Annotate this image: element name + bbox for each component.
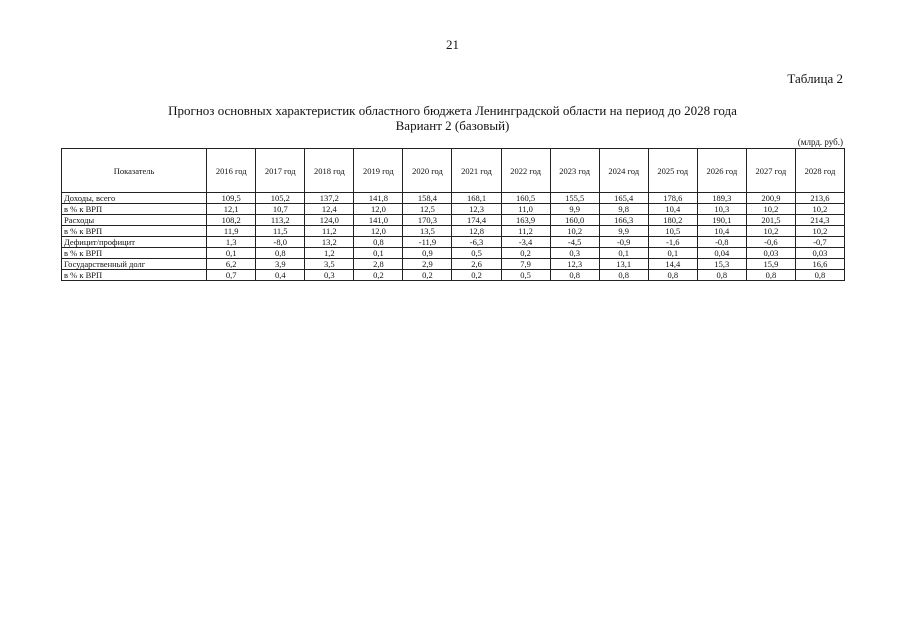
table-cell: -0,6 xyxy=(746,237,795,248)
table-cell: 10,2 xyxy=(746,204,795,215)
table-cell: -11,9 xyxy=(403,237,452,248)
table-row xyxy=(62,248,845,259)
header-year: 2024 год xyxy=(599,149,648,193)
table-label: Таблица 2 xyxy=(787,71,843,86)
table-cell: 9,8 xyxy=(599,204,648,215)
table-row xyxy=(62,226,845,237)
table-cell: 0,2 xyxy=(354,270,403,281)
table-cell: 2,6 xyxy=(452,259,501,270)
table-cell: 166,3 xyxy=(599,215,648,226)
table-cell: 1,2 xyxy=(305,248,354,259)
table-cell: 10,5 xyxy=(648,226,697,237)
table-cell: 11,2 xyxy=(305,226,354,237)
table-cell: 170,3 xyxy=(403,215,452,226)
table-header xyxy=(62,149,845,193)
table-cell: 189,3 xyxy=(697,193,746,204)
header-year: 2018 год xyxy=(305,149,354,193)
table-cell: 213,6 xyxy=(795,193,844,204)
table-row xyxy=(62,259,845,270)
header-year: 2025 год xyxy=(648,149,697,193)
table-cell: 10,2 xyxy=(795,226,844,237)
table-cell: 11,9 xyxy=(207,226,256,237)
table-cell: 0,8 xyxy=(746,270,795,281)
table-cell: 0,8 xyxy=(697,270,746,281)
table-cell: 0,04 xyxy=(697,248,746,259)
table-cell: 0,8 xyxy=(648,270,697,281)
table-cell: -4,5 xyxy=(550,237,599,248)
table-row xyxy=(62,237,845,248)
table-cell: 158,4 xyxy=(403,193,452,204)
table-cell: 10,3 xyxy=(697,204,746,215)
title-line-1: Прогноз основных характеристик областного бюджета Ленинградской области на период до 2028 года xyxy=(168,103,737,118)
table-cell: 13,2 xyxy=(305,237,354,248)
table-cell: 10,2 xyxy=(795,204,844,215)
table-cell: 0,4 xyxy=(256,270,305,281)
table-cell: 12,0 xyxy=(354,204,403,215)
table-cell: 15,9 xyxy=(746,259,795,270)
header-year: 2016 год xyxy=(207,149,256,193)
table-cell: 0,3 xyxy=(305,270,354,281)
table-cell: 108,2 xyxy=(207,215,256,226)
table-cell: 0,8 xyxy=(795,270,844,281)
units-note: (млрд. руб.) xyxy=(797,137,843,147)
row-label: в % к ВРП xyxy=(62,226,207,237)
row-label: в % к ВРП xyxy=(62,270,207,281)
table-cell: 3,9 xyxy=(256,259,305,270)
table-row xyxy=(62,193,845,204)
table-cell: 141,8 xyxy=(354,193,403,204)
table-cell: 178,6 xyxy=(648,193,697,204)
header-year: 2019 год xyxy=(354,149,403,193)
table-cell: 0,1 xyxy=(354,248,403,259)
table-cell: 7,9 xyxy=(501,259,550,270)
table-cell: 2,9 xyxy=(403,259,452,270)
table-row xyxy=(62,215,845,226)
table-cell: -8,0 xyxy=(256,237,305,248)
table-cell: 13,5 xyxy=(403,226,452,237)
table-cell: 168,1 xyxy=(452,193,501,204)
table-cell: 0,2 xyxy=(501,248,550,259)
table-cell: 190,1 xyxy=(697,215,746,226)
table-cell: 3,5 xyxy=(305,259,354,270)
header-year: 2026 год xyxy=(697,149,746,193)
row-label: в % к ВРП xyxy=(62,248,207,259)
table-cell: 0,7 xyxy=(207,270,256,281)
table-cell: 0,8 xyxy=(550,270,599,281)
table-cell: 6,2 xyxy=(207,259,256,270)
table-cell: 12,5 xyxy=(403,204,452,215)
table-cell: 109,5 xyxy=(207,193,256,204)
table-cell: 160,5 xyxy=(501,193,550,204)
page-number: 21 xyxy=(446,37,459,52)
table-cell: 113,2 xyxy=(256,215,305,226)
table-cell: 0,5 xyxy=(452,248,501,259)
table-cell: 0,1 xyxy=(207,248,256,259)
table-cell: 11,0 xyxy=(501,204,550,215)
table-cell: -0,7 xyxy=(795,237,844,248)
table-cell: 12,3 xyxy=(550,259,599,270)
table-cell: 12,0 xyxy=(354,226,403,237)
table-cell: 2,8 xyxy=(354,259,403,270)
table-cell: 12,3 xyxy=(452,204,501,215)
table-row xyxy=(62,270,845,281)
header-year: 2028 год xyxy=(795,149,844,193)
table-cell: 0,3 xyxy=(550,248,599,259)
table-cell: 14,4 xyxy=(648,259,697,270)
table-cell: 0,03 xyxy=(795,248,844,259)
table-cell: 137,2 xyxy=(305,193,354,204)
table-cell: 141,0 xyxy=(354,215,403,226)
table-cell: 0,9 xyxy=(403,248,452,259)
table-cell: 15,3 xyxy=(697,259,746,270)
table-cell: 200,9 xyxy=(746,193,795,204)
table-cell: 0,1 xyxy=(599,248,648,259)
table-cell: 124,0 xyxy=(305,215,354,226)
header-year: 2027 год xyxy=(746,149,795,193)
table-cell: -3,4 xyxy=(501,237,550,248)
table-cell: 11,5 xyxy=(256,226,305,237)
table-cell: 155,5 xyxy=(550,193,599,204)
header-year: 2017 год xyxy=(256,149,305,193)
table-cell: 160,0 xyxy=(550,215,599,226)
table-cell: 11,2 xyxy=(501,226,550,237)
table-cell: 12,1 xyxy=(207,204,256,215)
row-label: в % к ВРП xyxy=(62,204,207,215)
table-cell: 9,9 xyxy=(599,226,648,237)
table-cell: 0,8 xyxy=(599,270,648,281)
table-cell: 0,1 xyxy=(648,248,697,259)
table-title xyxy=(0,103,905,133)
table-cell: 10,2 xyxy=(746,226,795,237)
title-line-2: Вариант 2 (базовый) xyxy=(395,118,510,133)
row-label: Расходы xyxy=(62,215,207,226)
table-cell: -0,9 xyxy=(599,237,648,248)
table-cell: 105,2 xyxy=(256,193,305,204)
header-year: 2021 год xyxy=(452,149,501,193)
budget-forecast-table xyxy=(61,148,845,281)
table-cell: 201,5 xyxy=(746,215,795,226)
table-cell: 180,2 xyxy=(648,215,697,226)
row-label: Государственный долг xyxy=(62,259,207,270)
table-body xyxy=(62,193,845,281)
table-cell: 1,3 xyxy=(207,237,256,248)
header-indicator: Показатель xyxy=(62,149,207,193)
table-cell: -1,6 xyxy=(648,237,697,248)
table-cell: 10,4 xyxy=(648,204,697,215)
table-cell: 163,9 xyxy=(501,215,550,226)
table-cell: 214,3 xyxy=(795,215,844,226)
table-cell: 165,4 xyxy=(599,193,648,204)
header-year: 2020 год xyxy=(403,149,452,193)
header-row xyxy=(62,149,845,193)
table-row xyxy=(62,204,845,215)
table-cell: 174,4 xyxy=(452,215,501,226)
table-cell: 9,9 xyxy=(550,204,599,215)
table-cell: 12,8 xyxy=(452,226,501,237)
table-cell: 10,2 xyxy=(550,226,599,237)
table-cell: 0,8 xyxy=(256,248,305,259)
table-cell: 0,03 xyxy=(746,248,795,259)
row-label: Дефицит/профицит xyxy=(62,237,207,248)
table-cell: 0,2 xyxy=(452,270,501,281)
table-cell: 10,4 xyxy=(697,226,746,237)
table-cell: -6,3 xyxy=(452,237,501,248)
table-cell: 10,7 xyxy=(256,204,305,215)
table-cell: 12,4 xyxy=(305,204,354,215)
table-cell: 0,8 xyxy=(354,237,403,248)
row-label: Доходы, всего xyxy=(62,193,207,204)
header-year: 2022 год xyxy=(501,149,550,193)
table-cell: 0,5 xyxy=(501,270,550,281)
table-cell: 16,6 xyxy=(795,259,844,270)
table-cell: 0,2 xyxy=(403,270,452,281)
table-cell: 13,1 xyxy=(599,259,648,270)
table-cell: -0,8 xyxy=(697,237,746,248)
header-year: 2023 год xyxy=(550,149,599,193)
